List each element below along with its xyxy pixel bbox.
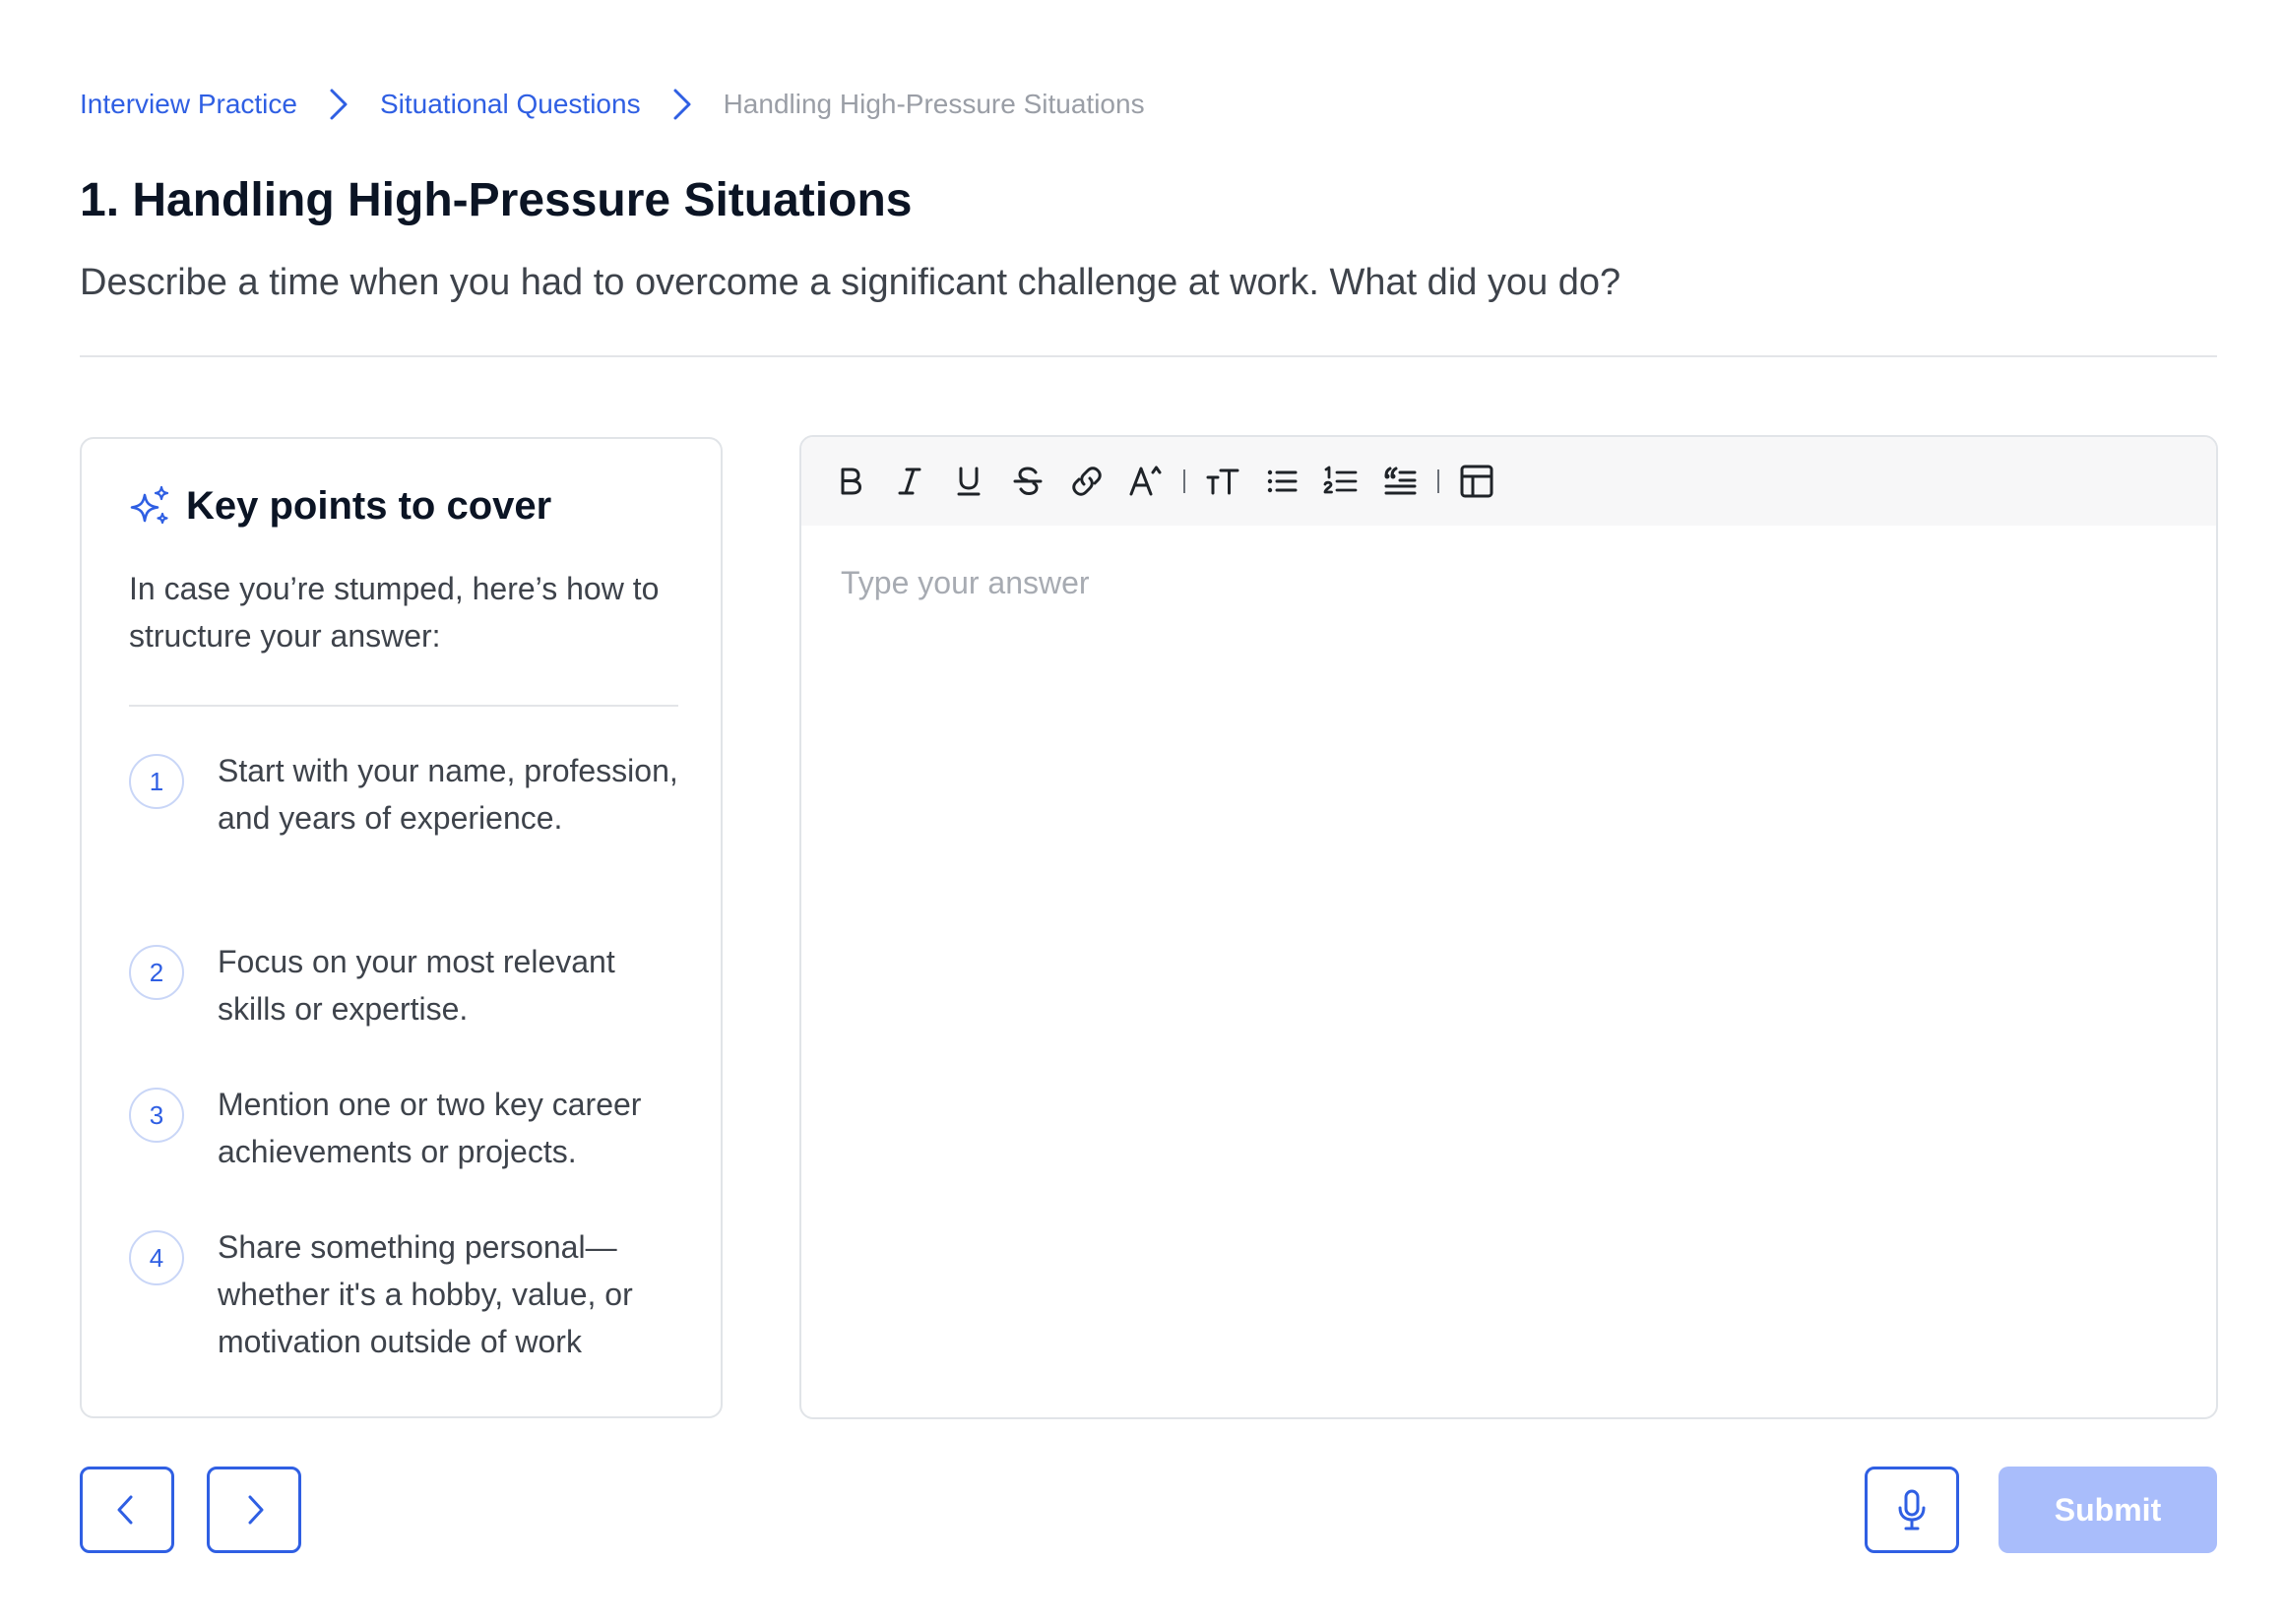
previous-button[interactable]	[80, 1467, 174, 1553]
key-points-card	[80, 437, 723, 1418]
underline-icon[interactable]	[947, 460, 990, 503]
step-text: Share something personal—whether it's a hobby, value, or motivation outside of work	[218, 1229, 633, 1359]
text-format-icon[interactable]	[1201, 460, 1244, 503]
link-icon[interactable]	[1065, 460, 1109, 503]
microphone-icon	[1892, 1488, 1932, 1531]
chevron-right-icon	[670, 83, 694, 126]
microphone-button[interactable]	[1865, 1467, 1959, 1553]
question-prompt: Describe a time when you had to overcome a significant challenge at work. What did you do?	[80, 262, 1621, 303]
strikethrough-icon[interactable]	[1006, 460, 1049, 503]
breadcrumb	[80, 83, 1145, 126]
step-text: Mention one or two key career achievements or projects.	[218, 1087, 642, 1169]
page-title: 1. Handling High-Pressure Situations	[80, 174, 913, 226]
chevron-right-icon	[237, 1493, 271, 1527]
table-icon[interactable]	[1455, 460, 1498, 503]
chevron-left-icon	[110, 1493, 144, 1527]
step-text: Focus on your most relevant skills or expertise.	[218, 944, 615, 1027]
toolbar-separator	[1183, 469, 1185, 493]
step-text: Start with your name, profession, and years of experience.	[218, 753, 678, 836]
list-item	[129, 754, 690, 842]
bold-icon[interactable]	[829, 460, 872, 503]
list-item	[129, 945, 690, 1032]
list-item	[129, 1230, 690, 1365]
key-points-title: Key points to cover	[186, 484, 552, 528]
font-size-icon[interactable]	[1124, 460, 1168, 503]
toolbar-separator	[1437, 469, 1439, 493]
sparkles-icon	[129, 485, 172, 529]
list-item	[129, 1088, 690, 1175]
step-number: 1	[129, 754, 184, 809]
answer-editor	[799, 435, 2218, 1419]
card-divider	[129, 705, 678, 707]
key-points-description: In case you’re stumped, here’s how to structure your answer:	[129, 571, 660, 654]
quote-list-icon[interactable]	[1378, 460, 1422, 503]
bulleted-list-icon[interactable]	[1260, 460, 1303, 503]
breadcrumb-interview-practice[interactable]: Interview Practice	[80, 89, 297, 119]
submit-button[interactable]: Submit	[1998, 1467, 2217, 1553]
step-number: 3	[129, 1088, 184, 1143]
key-points-header	[129, 484, 551, 529]
next-button[interactable]	[207, 1467, 301, 1553]
step-number: 4	[129, 1230, 184, 1285]
divider	[80, 355, 2217, 357]
italic-icon[interactable]	[888, 460, 931, 503]
breadcrumb-current: Handling High-Pressure Situations	[723, 89, 1145, 119]
editor-toolbar	[801, 437, 2216, 526]
chevron-right-icon	[327, 83, 350, 126]
step-number: 2	[129, 945, 184, 1000]
breadcrumb-situational-questions[interactable]: Situational Questions	[379, 89, 641, 119]
answer-input[interactable]	[841, 565, 2180, 1372]
numbered-list-icon[interactable]	[1319, 460, 1363, 503]
